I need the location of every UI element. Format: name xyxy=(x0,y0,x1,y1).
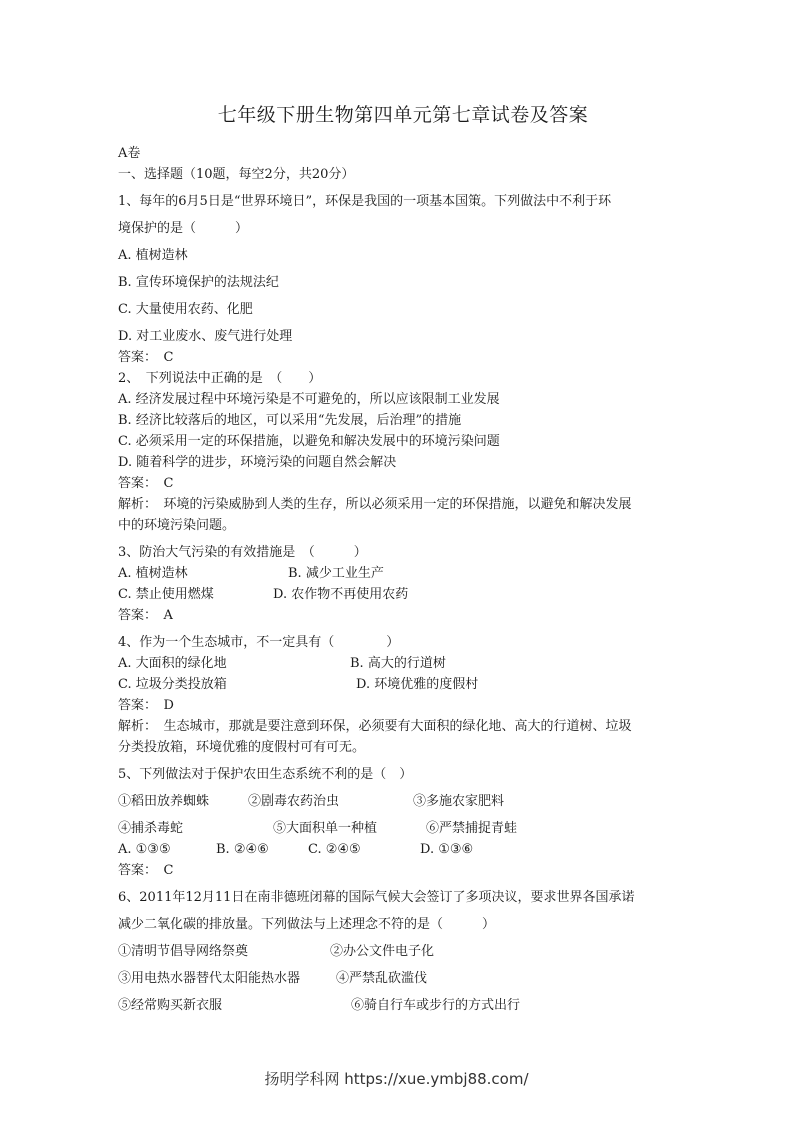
page-title: 七年级下册生物第四单元第七章试卷及答案 xyxy=(217,104,589,126)
q6-items-row3 xyxy=(118,995,688,1016)
q3-option-d: D. 农作物不再使用农药 xyxy=(273,587,409,602)
q4-option-a: A. 大面积的绿化地 xyxy=(118,656,227,671)
q6-stem-line2: 减少二氧化碳的排放量。下列做法与上述理念不符的是（ ） xyxy=(118,917,496,932)
volume-label: A卷 xyxy=(118,146,141,161)
q3-options-row2 xyxy=(118,584,688,605)
q1-option-b: B. 宣传环境保护的法规法纪 xyxy=(118,275,279,290)
q1-stem-line2: 境保护的是（ ） xyxy=(118,221,249,236)
q4-options-row2 xyxy=(118,674,688,695)
q4-stem: 4、作为一个生态城市，不一定具有（ ） xyxy=(118,635,400,650)
q5-items-row1 xyxy=(118,791,688,812)
q5-option-c: C. ②④⑤ xyxy=(308,842,361,857)
q3-options-row1 xyxy=(118,563,688,584)
q5-item-4: ④捕杀毒蛇 xyxy=(118,821,184,836)
q5-item-2: ②剧毒农药治虫 xyxy=(248,794,340,809)
q6-item-1: ①清明节倡导网络祭奠 xyxy=(118,944,249,959)
q3-option-a: A. 植树造林 xyxy=(118,566,188,581)
q3-stem: 3、防治大气污染的有效措施是 （ ） xyxy=(118,545,367,560)
q3-answer: 答案： A xyxy=(118,608,173,623)
q3-option-b: B. 减少工业生产 xyxy=(288,566,384,581)
q2-analysis-line1: 解析： 环境的污染威胁到人类的生存，所以必须采用一定的环保措施，以避免和解决发展 xyxy=(118,497,632,512)
q1-option-d: D. 对工业废水、废气进行处理 xyxy=(118,329,293,344)
q5-option-b: B. ②④⑥ xyxy=(216,842,269,857)
q6-stem-line1: 6、2011年12月11日在南非德班闭幕的国际气候大会签订了多项决议，要求世界各国承诺 xyxy=(118,890,635,905)
q5-items-row2 xyxy=(118,818,688,839)
q3-option-c: C. 禁止使用燃煤 xyxy=(118,587,214,602)
exam-page xyxy=(118,100,688,1016)
q2-option-c: C. 必须采用一定的环保措施，以避免和解决发展中的环境污染问题 xyxy=(118,434,500,449)
q6-item-3: ③用电热水器替代太阳能热水器 xyxy=(118,971,301,986)
section-heading: 一、选择题（10题，每空2分，共20分） xyxy=(118,167,355,182)
q6-items-row1 xyxy=(118,941,688,962)
q1-answer: 答案： C xyxy=(118,350,174,365)
q4-analysis-line1: 解析： 生态城市，那就是要注意到环保，必须要有大面积的绿化地、高大的行道树、垃圾 xyxy=(118,719,632,734)
q5-answer: 答案： C xyxy=(118,863,174,878)
q4-option-d: D. 环境优雅的度假村 xyxy=(356,677,479,692)
q2-answer: 答案： C xyxy=(118,476,174,491)
footer-watermark: 扬明学科网 https://xue.ymbj88.com/ xyxy=(264,1070,529,1088)
q5-option-d: D. ①③⑥ xyxy=(420,842,474,857)
q2-option-b: B. 经济比较落后的地区，可以采用“先发展，后治理”的措施 xyxy=(118,413,462,428)
q2-stem: 2、 下列说法中正确的是 （ ） xyxy=(118,371,322,386)
q1-stem-line1: 1、每年的6月5日是“世界环境日”，环保是我国的一项基本国策。下列做法中不利于环 xyxy=(118,194,612,209)
q5-option-a: A. ①③⑤ xyxy=(118,842,171,857)
q2-option-d: D. 随着科学的进步，环境污染的问题自然会解决 xyxy=(118,455,397,470)
q6-item-4: ④严禁乱砍滥伐 xyxy=(336,971,428,986)
q2-analysis-line2: 中的环境污染问题。 xyxy=(118,518,236,533)
q5-item-5: ⑤大面积单一种植 xyxy=(273,821,378,836)
q4-analysis-line2: 分类投放箱，环境优雅的度假村可有可无。 xyxy=(118,740,366,755)
q2-option-a: A. 经济发展过程中环境污染是不可避免的，所以应该限制工业发展 xyxy=(118,392,500,407)
q4-option-b: B. 高大的行道树 xyxy=(350,656,446,671)
q6-item-5: ⑤经常购买新衣服 xyxy=(118,998,223,1013)
q6-item-6: ⑥骑自行车或步行的方式出行 xyxy=(351,998,521,1013)
q4-option-c: C. 垃圾分类投放箱 xyxy=(118,677,227,692)
q5-item-6: ⑥严禁捕捉青蛙 xyxy=(426,821,518,836)
q6-items-row2 xyxy=(118,968,688,989)
q4-answer: 答案： D xyxy=(118,698,174,713)
q4-options-row1 xyxy=(118,653,688,674)
q5-item-1: ①稻田放养蜘蛛 xyxy=(118,794,210,809)
q6-item-2: ②办公文件电子化 xyxy=(330,944,435,959)
q5-stem: 5、下列做法对于保护农田生态系统不利的是（ ） xyxy=(118,767,413,782)
q1-option-c: C. 大量使用农药、化肥 xyxy=(118,302,253,317)
q5-item-3: ③多施农家肥料 xyxy=(413,794,505,809)
q5-options-row xyxy=(118,839,688,860)
q1-option-a: A. 植树造林 xyxy=(118,248,188,263)
